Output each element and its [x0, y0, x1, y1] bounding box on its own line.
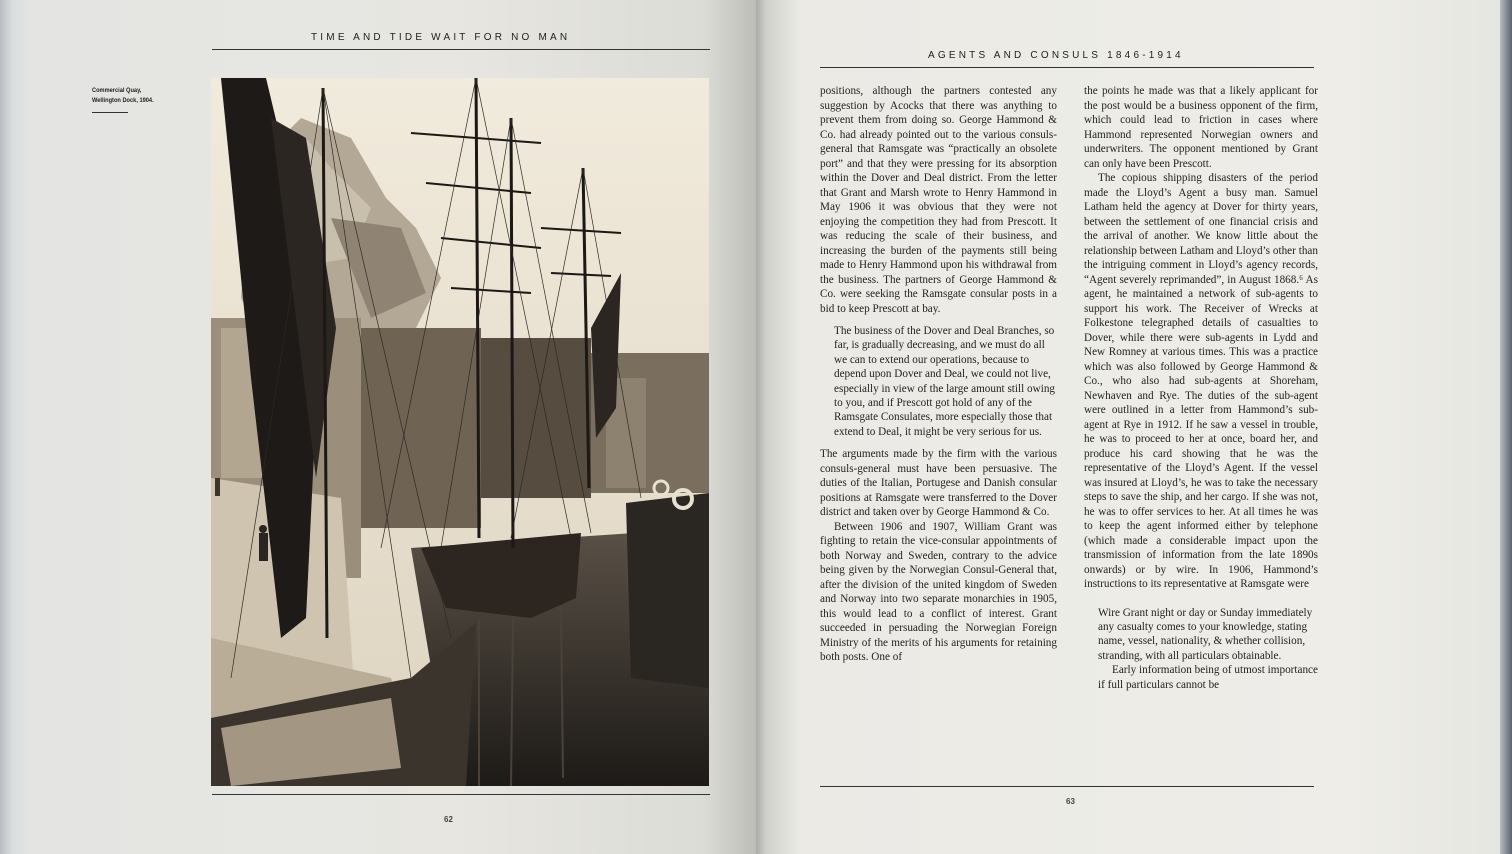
header-rule-left	[212, 49, 710, 50]
footer-rule-left	[212, 794, 710, 795]
paragraph: positions, although the partners contested any suggestion by Acocks that there was anything to prevent them from doing so. George Hammond & Co. had already pointed out to the various consuls-general that Ramsgate was “practically an obsolete port” and that they were pressing for its absorption within the Dover and Deal district. From the letter that Grant and Marsh wrote to Henry Hammond in May 1906 it was obvious that they were not enjoying the competition they had from Prescott. It was reducing the scale of their business, and increasing the burden of the payments still being made to Henry Hammond upon his withdrawal from the business. The partners of George Hammond & Co. were seeking the Ramsgate consular posts in a bid to keep Prescott at bay.	[820, 85, 1057, 315]
text-column-2	[1084, 84, 1318, 700]
book-edge	[1500, 0, 1512, 854]
right-page	[756, 0, 1502, 854]
photo-caption: Commercial Quay, Wellington Dock, 1904.	[92, 87, 154, 104]
footer-rule-right	[820, 786, 1314, 787]
block-quote: Wire Grant night or day or Sunday immediately any casualty comes to your knowledge, stating name, vessel, nationality, & whether collision, stranding, with all particulars obtainable. Early information being of utmost importance if full particulars cannot be	[1098, 606, 1318, 691]
caption-rule	[92, 112, 128, 113]
running-head-right: AGENTS AND CONSULS 1846-1914	[928, 50, 1184, 61]
paragraph: the points he made was that a likely applicant for the post would be a business opponent of the firm, which could lead to friction in cases where Hammond represented Norwegian owners and underwriters. The opponent mentioned by Grant can only have been Prescott.	[1084, 85, 1318, 170]
running-head-left: TIME AND TIDE WAIT FOR NO MAN	[311, 32, 571, 43]
block-quote: The business of the Dover and Deal Branches, so far, is gradually decreasing, and we must do all we can to extend our operations, because to depend upon Dover and Deal, we could not live, especially in view of the large amount still owing to you, and if Prescott got hold of any of the Ramsgate Consulates, more especially those that extend to Deal, it might be very serious for us.	[834, 325, 1056, 438]
paragraph: Between 1906 and 1907, William Grant was fighting to retain the vice-consular appointments of both Norway and Sweden, contrary to the advice being given by the Norwegian Consul-General that, after the division of the united kingdom of Sweden and Norway into two separate monarchies in 1905, this would lead to a conflict of interest. Grant succeeded in persuading the Norwegian Foreign Ministry of the merits of his arguments for retaining both posts. One of	[820, 520, 1057, 664]
folio-left: 62	[444, 815, 453, 824]
folio-right: 63	[1066, 797, 1075, 806]
paragraph: The arguments made by the firm with the various consuls-general must have been persuasive. The duties of the Italian, Portugese and Danish consular positions at Ramsgate were transferred to the Dover district and taken over by George Hammond & Co.	[820, 448, 1057, 519]
harbour-photograph	[211, 78, 709, 786]
text-column-1	[820, 84, 1057, 665]
header-rule-right	[820, 67, 1314, 68]
paragraph: The copious shipping disasters of the period made the Lloyd’s Agent a busy man. Samuel Latham held the agency at Dover for thirty years, between the settlement of one financial crisis and the arrival of another. We know little about the relationship between Latham and Lloyd’s other than the intriguing comment in Lloyd’s agency records, “Agent severely reprimanded”, in August 1868.⁶ As agent, he maintained a network of sub-agents to support his work. The Receiver of Wrecks at Folkestone telegraphed details of casualties to Dover, while there were sub-agents in Lydd and New Romney at various times. This was a practice which was also followed by George Hammond & Co., who also had sub-agents at Shoreham, Newhaven and Rye. The duties of the sub-agent were outlined in a letter from Hammond’s sub-agent at Rye in 1912. If he saw a vessel in trouble, he was to proceed to her at once, board her, and produce his card showing that he was the representative of the Lloyd’s Agent. If the vessel was insured at Lloyd’s, he was to take the necessary steps to save the ship, and her cargo. If she was not, he was to offer services to her. At all times he was to keep the agent informed either by telephone (which made a considerable impact upon the transmission of information from the late 1890s onwards) or by wire. In 1906, Hammond’s instructions to its representative at Ramsgate were	[1084, 172, 1318, 590]
